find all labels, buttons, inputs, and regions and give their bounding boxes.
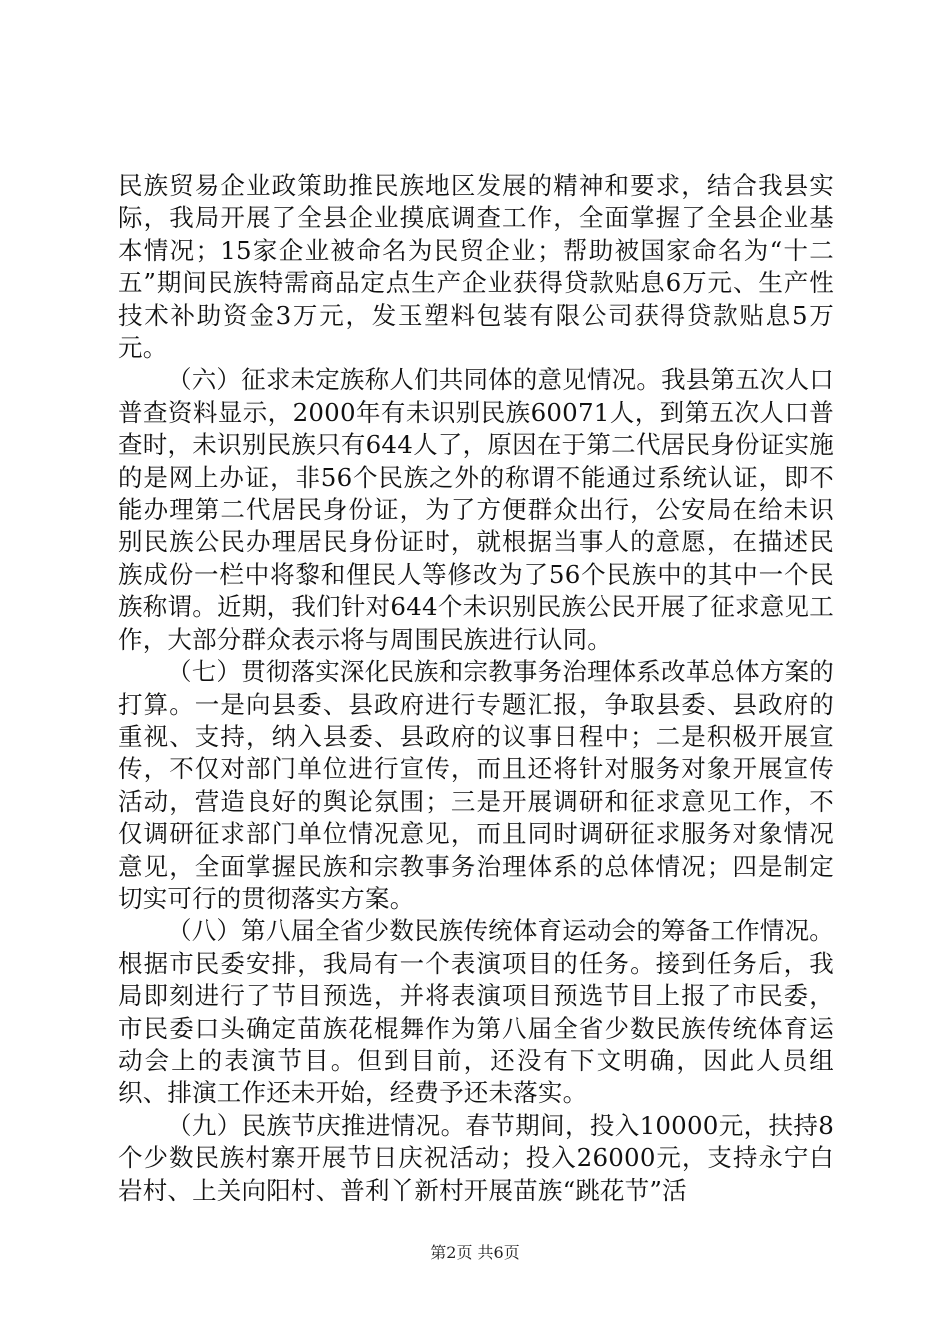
document-body (118, 170, 834, 1207)
paragraph-section-9: （九）民族节庆推进情况。春节期间，投入10000元，扶持8个少数民族村寨开展节日庆祝活动；投入26000元，支持永宁白岩村、上关向阳村、普利丫新村开展苗族“跳花节”活 (118, 1110, 834, 1205)
paragraph-section-8: （八）第八届全省少数民族传统体育运动会的筹备工作情况。根据市民委安排，我局有一个表演项目的任务。接到任务后，我局即刻进行了节目预选，并将表演项目预选节目上报了市民委，市民委口头确定苗族花棍舞作为第八届全省少数民族传统体育运动会上的表演节目。但到目前，还没有下文明确，因此人员组织、排演工作还未开始，经费予还未落实。 (118, 916, 834, 1108)
paragraph-minmao-enterprises: 民族贸易企业政策助推民族地区发展的精神和要求，结合我县实际，我局开展了全县企业摸底调查工作，全面掌握了全县企业基本情况；15家企业被命名为民贸企业；帮助被国家命名为“十二五”期间民族特需商品定点生产企业获得贷款贴息6万元、生产性技术补助资金3万元，发玉塑料包装有限公司获得贷款贴息5万元。 (118, 171, 834, 363)
paragraph-section-7: （七）贯彻落实深化民族和宗教事务治理体系改革总体方案的打算。一是向县委、县政府进行专题汇报，争取县委、县政府的重视、支持，纳入县委、县政府的议事日程中；二是积极开展宣传，不仅对部门单位进行宣传，而且还将针对服务对象开展宣传活动，营造良好的舆论氛围；三是开展调研和征求意见工作，不仅调研征求部门单位情况意见，而且同时调研征求服务对象情况意见，全面掌握民族和宗教事务治理体系的总体情况；四是制定切实可行的贯彻落实方案。 (118, 657, 834, 913)
page-number-footer: 第2页 共6页 (430, 1243, 520, 1262)
paragraph-section-6: （六）征求未定族称人们共同体的意见情况。我县第五次人口普查资料显示，2000年有未识别民族60071人，到第五次人口普查时，未识别民族只有644人了，原因在于第二代居民身份证实施的是网上办证，非56个民族之外的称谓不能通过系统认证，即不能办理第二代居民身份证，为了方便群众出行，公安局在给未识别民族公民办理居民身份证时，就根据当事人的意愿，在描述民族成份一栏中将黎和俚民人等修改为了56个民族中的其中一个民族称谓。近期，我们针对644个未识别民族公民开展了征求意见工作，大部分群众表示将与周围民族进行认同。 (118, 365, 834, 654)
